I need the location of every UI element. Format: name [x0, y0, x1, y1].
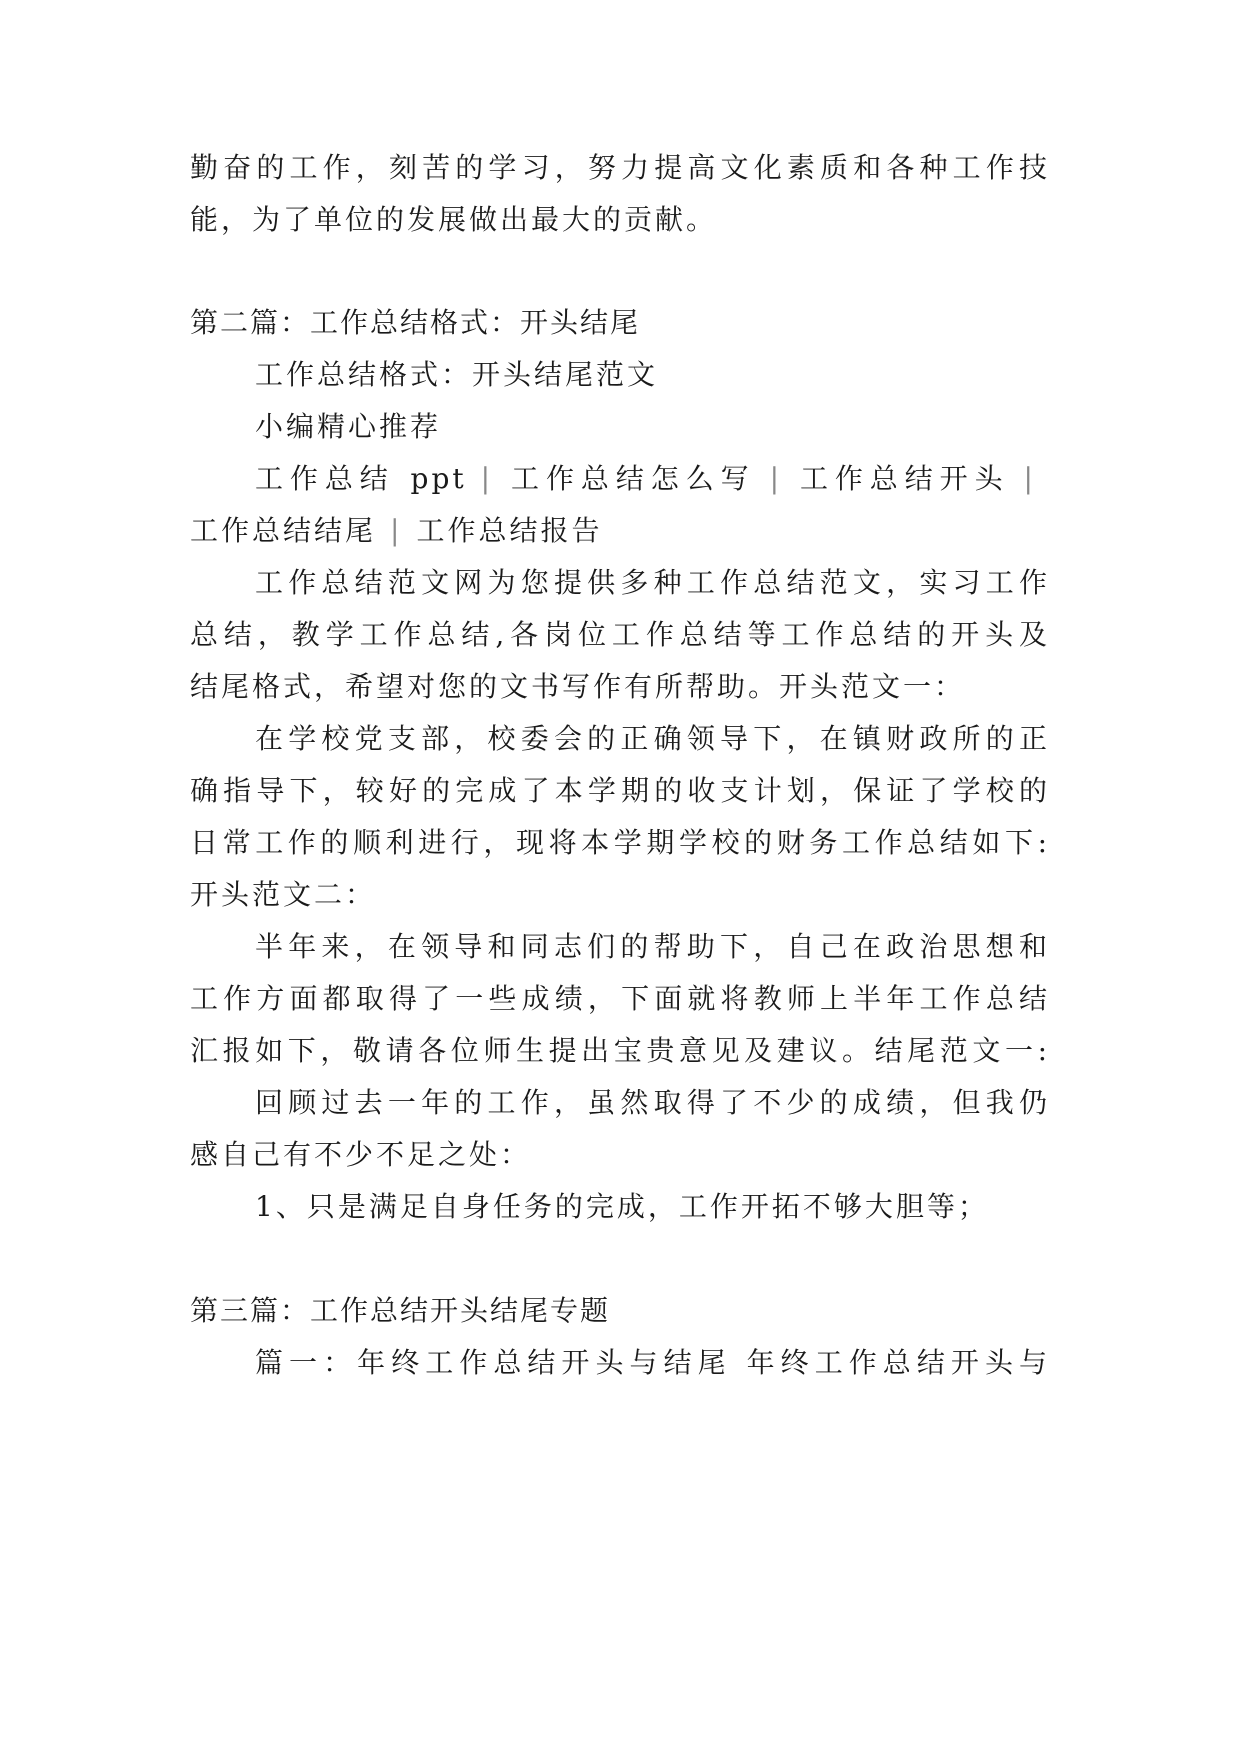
link-ending[interactable]: 工作总结结尾 [190, 514, 377, 547]
recommend-label: 小编精心推荐 [255, 410, 442, 443]
link-opening[interactable]: 工作总结开头 [796, 462, 1010, 495]
separator: | [480, 462, 494, 495]
paragraph-line: 回顾过去一年的工作，虽然取得了不少的成绩，但我仍 [255, 1086, 1050, 1119]
paragraph-line: 总结，教学工作总结,各岗位工作总结等工作总结的开头及 [190, 618, 1050, 651]
recommend-links-line [190, 511, 1050, 551]
separator: | [1023, 462, 1036, 495]
section-heading: 第二篇：工作总结格式：开头结尾 [190, 306, 641, 339]
paragraph-line: 汇报如下，敬请各位师生提出宝贵意见及建议。结尾范文一: [190, 1034, 1050, 1067]
recommend-links-line [255, 459, 1050, 499]
paragraph-line: 感自己有不少不足之处： [190, 1138, 532, 1171]
link-how-to-write[interactable]: 工作总结怎么写 [507, 462, 756, 495]
section-heading: 第三篇：工作总结开头结尾专题 [190, 1294, 611, 1327]
paragraph-line: 能，为了单位的发展做出最大的贡献。 [190, 203, 718, 236]
link-ppt[interactable]: 工作总结 ppt [255, 462, 467, 495]
paragraph-line: 篇一：年终工作总结开头与结尾 年终工作总结开头与 [255, 1346, 1050, 1379]
separator: | [390, 514, 403, 547]
section-subtitle: 工作总结格式：开头结尾范文 [255, 358, 659, 391]
paragraph-line: 工作总结范文网为您提供多种工作总结范文，实习工作 [255, 566, 1050, 599]
paragraph-line: 在学校党支部，校委会的正确领导下，在镇财政所的正 [255, 722, 1050, 755]
separator: | [769, 462, 783, 495]
link-report[interactable]: 工作总结报告 [416, 514, 603, 547]
paragraph-line: 勤奋的工作，刻苦的学习，努力提高文化素质和各种工作技 [190, 151, 1050, 184]
paragraph-line: 确指导下，较好的完成了本学期的收支计划，保证了学校的 [190, 774, 1050, 807]
paragraph-line: 工作方面都取得了一些成绩，下面就将教师上半年工作总结 [190, 982, 1050, 1015]
list-item: 1、只是满足自身任务的完成，工作开拓不够大胆等； [255, 1190, 989, 1223]
paragraph-line: 开头范文二： [190, 878, 377, 911]
paragraph-line: 半年来，在领导和同志们的帮助下，自己在政治思想和 [255, 930, 1050, 963]
paragraph-line: 日常工作的顺利进行，现将本学期学校的财务工作总结如下: [190, 826, 1050, 859]
paragraph-line: 结尾格式，希望对您的文书写作有所帮助。开头范文一： [190, 670, 966, 703]
